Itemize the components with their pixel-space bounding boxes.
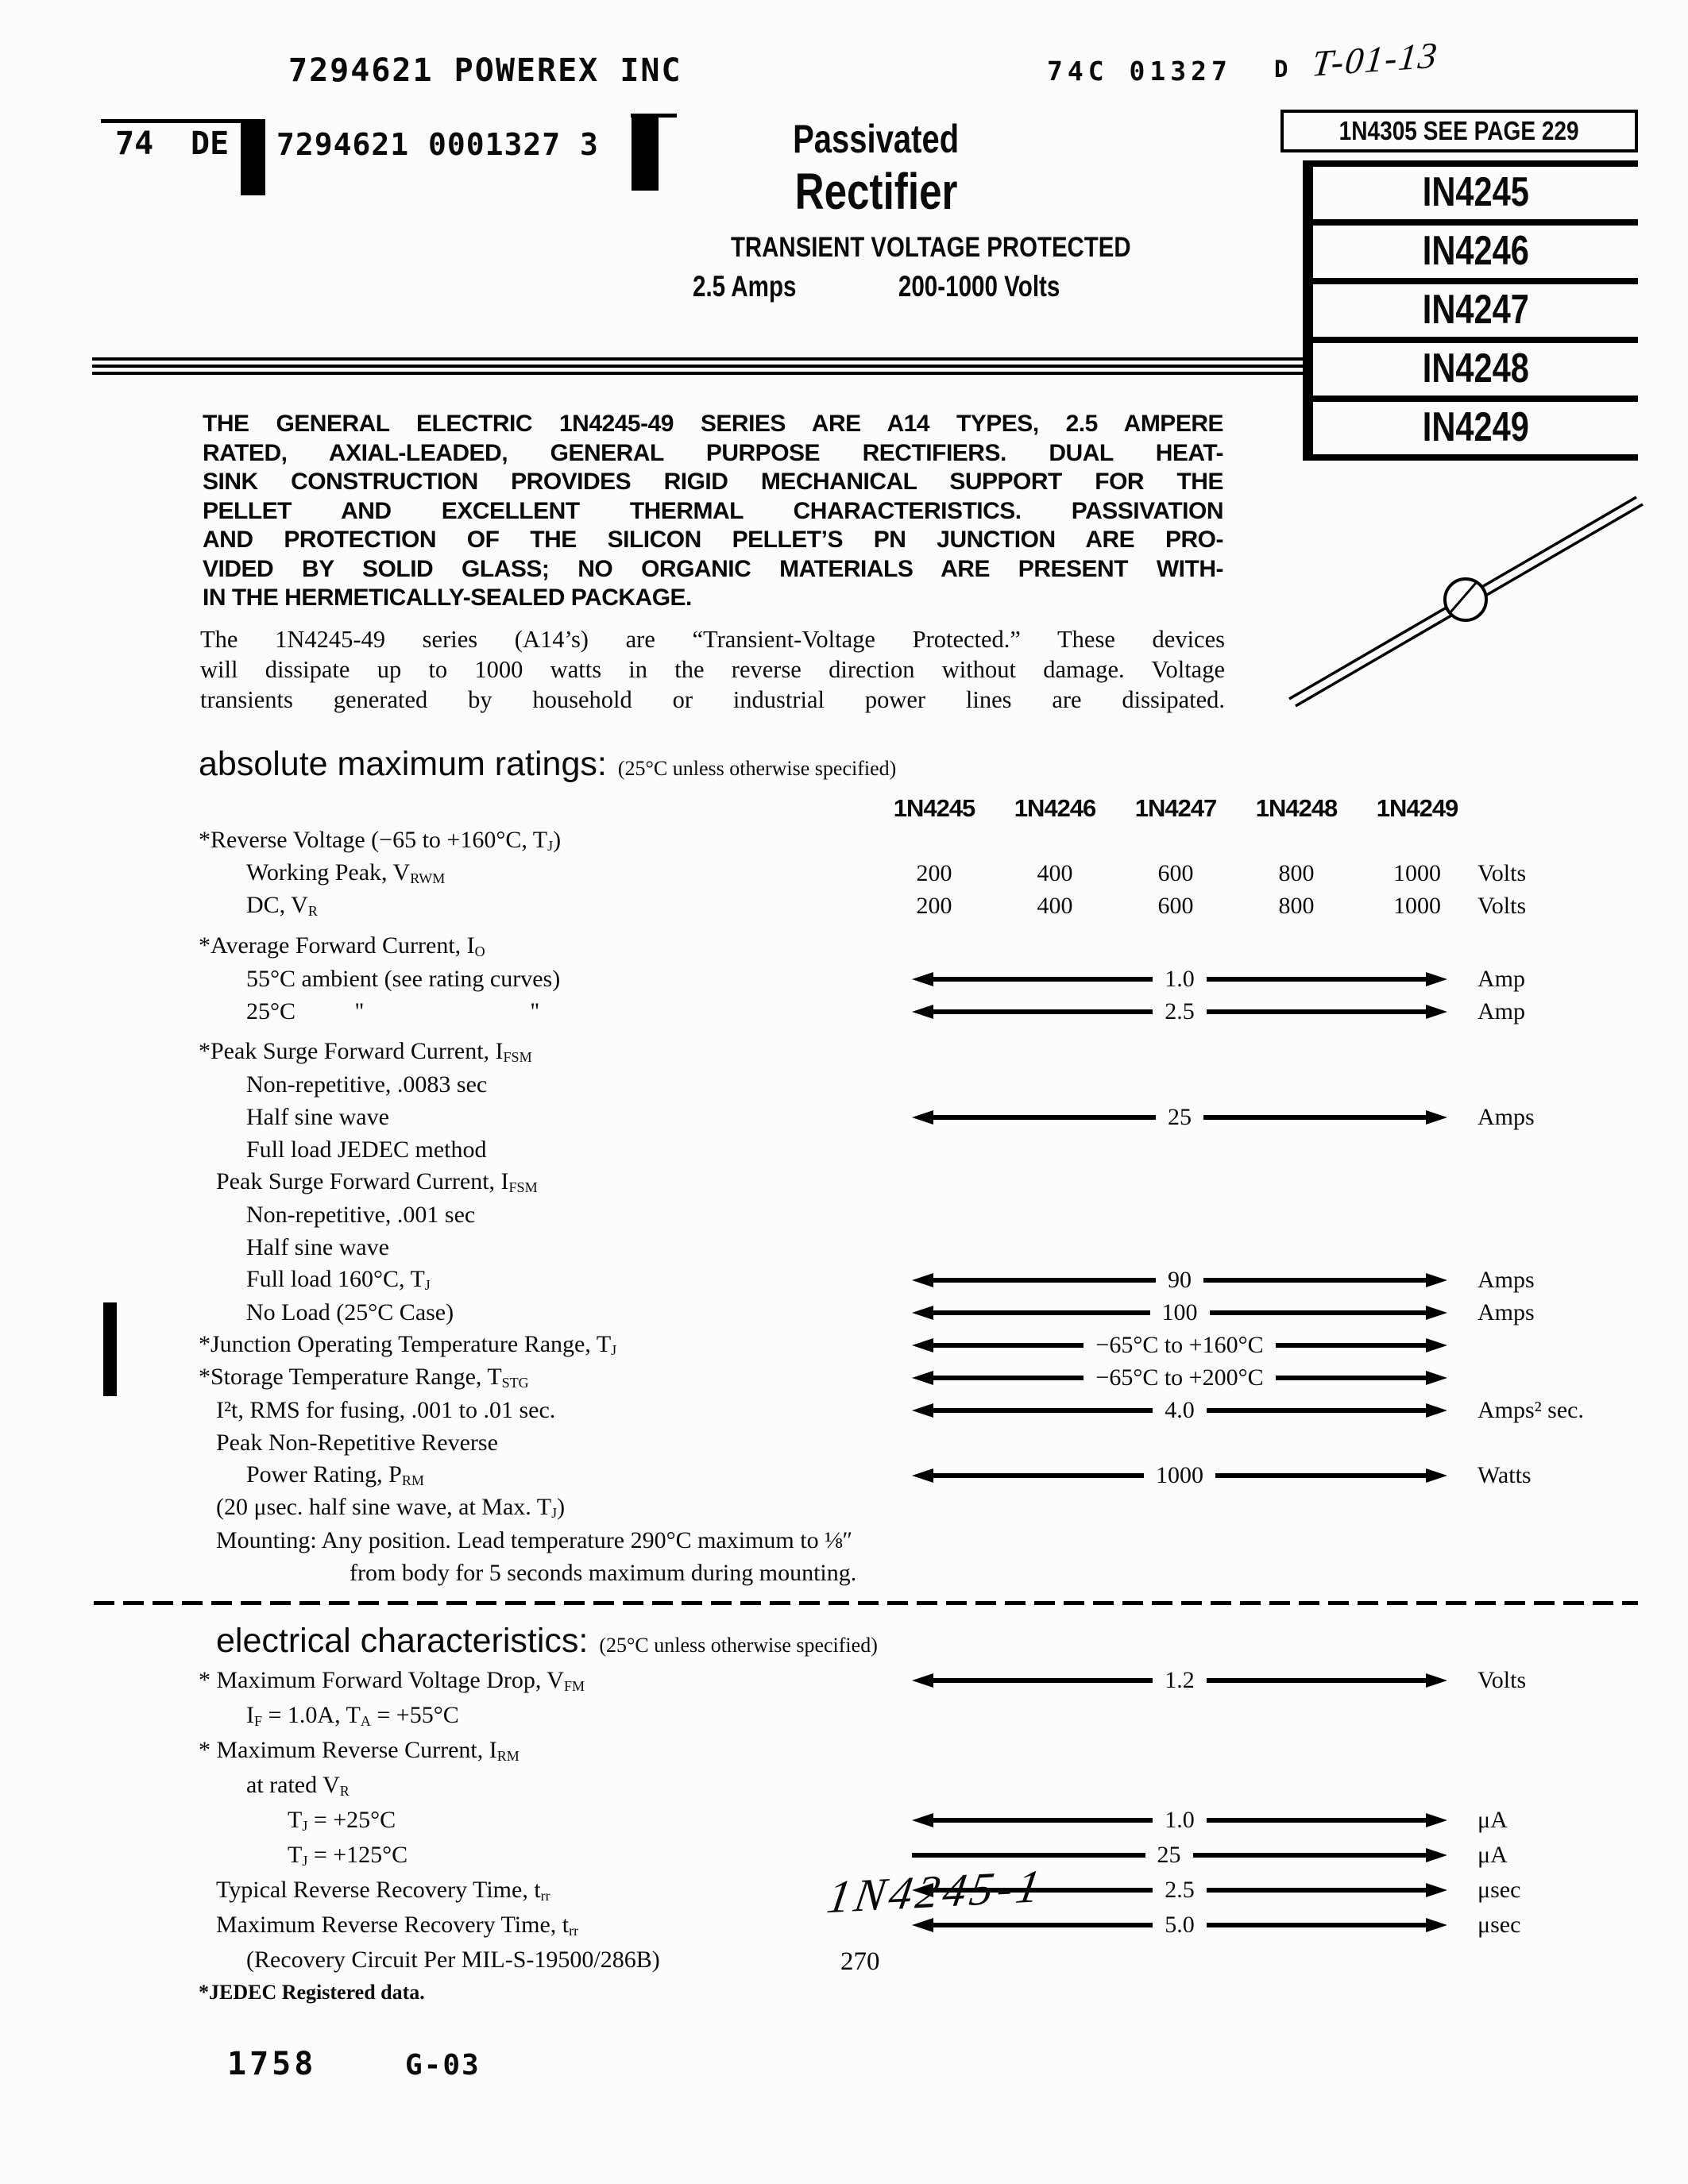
- arrow-left-head: [912, 1371, 933, 1385]
- range-value: 25: [1168, 1103, 1192, 1130]
- arrow-right-head: [1426, 1403, 1447, 1418]
- arrow-right-head: [1426, 1468, 1447, 1483]
- spec-label: Mounting: Any position. Lead temperature 290°C maximum to ⅛″: [216, 1526, 853, 1553]
- handwritten-part-number: 1N4245-1: [823, 1859, 1049, 1924]
- rating-value: 1000: [1393, 892, 1441, 919]
- handwritten-code: T-01-13: [1310, 34, 1441, 84]
- spec-value-area: [874, 1104, 1477, 1131]
- range-arrow: [912, 998, 1447, 1025]
- range-value: 1000: [1156, 1461, 1203, 1488]
- rating-value: 1000: [1393, 859, 1441, 886]
- arrow-line: [1203, 1278, 1426, 1283]
- arrow-line: [933, 1278, 1156, 1283]
- unit-label: Amp: [1477, 965, 1525, 992]
- arrow-line: [933, 1678, 1153, 1683]
- rating-value: 800: [1278, 892, 1315, 919]
- spec-row: [199, 1133, 1676, 1166]
- range-value: 1.2: [1165, 1667, 1195, 1693]
- rating-value: 600: [1157, 892, 1194, 919]
- spec-label: *Storage Temperature Range, $T_{STG}$: [199, 1364, 529, 1391]
- arrow-right-head: [1426, 1371, 1447, 1385]
- unit-label: μA: [1477, 1807, 1508, 1833]
- unit-label: μA: [1477, 1842, 1508, 1868]
- part-number: IN4248: [1422, 345, 1529, 392]
- spec-value-area: [874, 1807, 1477, 1834]
- arrow-line: [933, 1408, 1153, 1413]
- spec-row: [199, 1943, 1676, 1978]
- header-rule-2: [92, 365, 1303, 368]
- spec-label: DC, $V_R$: [246, 892, 318, 919]
- spec-label: *Junction Operating Temperature Range, $T_J$: [199, 1331, 617, 1358]
- section-divider: [94, 1601, 1638, 1605]
- ratings-heading: absolute maximum ratings:: [199, 745, 607, 783]
- rating-value: 400: [1037, 859, 1073, 886]
- spec-row: [199, 1068, 1676, 1101]
- range-arrow: [912, 1299, 1447, 1326]
- arrow-line: [1203, 1115, 1426, 1120]
- spec-value-area: [874, 893, 1477, 920]
- spec-label: Half sine wave: [246, 1103, 389, 1130]
- paragraph-line: VIDED BY SOLID GLASS; NO ORGANIC MATERIALS ARE PRESENT WITH-: [203, 555, 1223, 582]
- spec-label: (20 μsec. half sine wave, at Max. $T_J$): [216, 1494, 566, 1521]
- unit-label: Volts: [1477, 859, 1527, 886]
- range-arrow: [912, 1462, 1447, 1489]
- spec-label: $I_F = 1.0A$, $T_A = +55^\circ C$: [246, 1701, 459, 1729]
- ocr-block-mark: [241, 119, 265, 195]
- arrow-left-head: [912, 1306, 933, 1320]
- unit-label: Amps: [1477, 1298, 1535, 1325]
- column-header: 1N4248: [1255, 794, 1338, 822]
- intro-bold-paragraph: [203, 410, 1223, 613]
- spec-label: *Average Forward Current, $I_O$: [199, 932, 485, 959]
- electrical-condition: (25°C unless otherwise specified): [599, 1634, 878, 1657]
- paragraph-line: SINK CONSTRUCTION PROVIDES RIGID MECHANICAL SUPPORT FOR THE: [203, 469, 1223, 495]
- paragraph-line: AND PROTECTION OF THE SILICON PELLET’S PN JUNCTION ARE PRO-: [203, 527, 1223, 553]
- arrow-left-head: [912, 972, 933, 986]
- spec-row: [199, 930, 1676, 963]
- part-number: IN4249: [1422, 404, 1529, 450]
- arrow-left-head: [912, 1403, 933, 1418]
- spec-label: from body for 5 seconds maximum during mounting.: [350, 1559, 857, 1586]
- range-value: 25: [1157, 1842, 1181, 1868]
- print-code-1: 1758: [227, 2046, 317, 2082]
- range-value: 1.0: [1165, 1807, 1195, 1833]
- spec-value-area: [874, 1667, 1477, 1694]
- paragraph-line: transients generated by household or industrial power lines are dissipated.: [200, 686, 1225, 713]
- spec-label: Non-repetitive, .001 sec: [246, 1201, 476, 1228]
- arrow-left-head: [912, 1813, 933, 1827]
- range-arrow: [912, 1397, 1447, 1424]
- document-code: 74C 01327: [1047, 56, 1232, 87]
- title-line-3: TRANSIENT VOLTAGE PROTECTED: [730, 232, 1131, 263]
- spec-row: [199, 963, 1676, 995]
- arrow-line: [1207, 1818, 1426, 1823]
- spec-label: Typical Reverse Recovery Time, $t_{rr}$: [216, 1876, 550, 1904]
- spec-label: at rated $V_R$: [246, 1771, 350, 1799]
- rating-value: 800: [1278, 859, 1315, 886]
- part-number-stack: [1303, 160, 1638, 461]
- part-number-column-headers: [874, 793, 1477, 824]
- arrow-line: [1207, 1923, 1426, 1927]
- spec-row: [199, 1557, 1676, 1589]
- spec-row: [199, 1768, 1676, 1803]
- spec-row: [199, 1329, 1676, 1361]
- part-number-row: [1313, 167, 1638, 226]
- arrow-line: [1215, 1473, 1426, 1478]
- header-rule-3: [92, 372, 1303, 375]
- arrow-line: [933, 1923, 1153, 1927]
- arrow-line: [933, 1115, 1156, 1120]
- arrow-line: [1207, 1408, 1426, 1413]
- arrow-line: [1207, 1009, 1426, 1014]
- see-page-note: 1N4305 SEE PAGE 229: [1339, 116, 1579, 145]
- column-header: 1N4247: [1134, 794, 1217, 822]
- electrical-heading: electrical characteristics:: [216, 1622, 589, 1660]
- spec-row: [199, 1733, 1676, 1768]
- unit-label: Amps: [1477, 1103, 1535, 1130]
- paragraph-line: RATED, AXIAL-LEADED, GENERAL PURPOSE RECTIFIERS. DUAL HEAT-: [203, 439, 1223, 466]
- title-volts: 200-1000 Volts: [898, 270, 1060, 303]
- spec-label: Working Peak, $V_{RWM}$: [246, 859, 446, 886]
- spec-row: [199, 1198, 1676, 1231]
- electrical-rows: [199, 1663, 1676, 1978]
- part-number: IN4245: [1422, 169, 1529, 215]
- range-arrow: [912, 1364, 1447, 1391]
- ratings-rows: [199, 824, 1676, 1589]
- arrow-line: [1207, 1678, 1426, 1683]
- unit-label: Amps: [1477, 1266, 1535, 1293]
- spec-value-area: [874, 1267, 1477, 1294]
- arrow-right-head: [1426, 1813, 1447, 1827]
- spec-label: $T_J = +25^\circ C$: [288, 1806, 396, 1834]
- ocr-code-line2: 7294621 0001327 3: [276, 127, 599, 162]
- spec-row: [199, 1803, 1676, 1838]
- arrow-right-head: [1426, 1306, 1447, 1320]
- header-rule-1: [92, 357, 1303, 361]
- range-arrow: [912, 1104, 1447, 1131]
- rating-value: 200: [916, 859, 952, 886]
- arrow-left-head: [912, 1110, 933, 1125]
- ocr-code-line1: 7294621 POWEREX INC: [288, 52, 682, 89]
- range-arrow: [912, 966, 1447, 993]
- rating-value: 600: [1157, 859, 1194, 886]
- arrow-line: [933, 1009, 1153, 1014]
- part-number-row: [1313, 343, 1638, 402]
- arrow-line: [933, 977, 1153, 982]
- arrow-left-head: [912, 1468, 933, 1483]
- paragraph-line: will dissipate up to 1000 watts in the reverse direction without damage. Voltage: [200, 656, 1225, 683]
- title-line-1: Passivated: [793, 117, 960, 161]
- jedec-footnote: *JEDEC Registered data.: [199, 1981, 425, 2004]
- range-value: 5.0: [1165, 1912, 1195, 1938]
- unit-label: μsec: [1477, 1877, 1521, 1903]
- ocr-code-de: DE: [191, 125, 230, 162]
- title-block: [693, 116, 1131, 303]
- page-number: 270: [840, 1947, 880, 1976]
- spec-label: $T_J = +125^\circ C$: [288, 1841, 408, 1869]
- title-amps: 2.5 Amps: [693, 270, 797, 303]
- arrow-line: [1210, 1310, 1427, 1315]
- arrow-left-head: [912, 1005, 933, 1019]
- unit-label: Amp: [1477, 997, 1525, 1024]
- spec-label: 55°C ambient (see rating curves): [246, 965, 561, 992]
- range-value: −65°C to +200°C: [1095, 1364, 1264, 1391]
- range-arrow: [912, 1667, 1447, 1694]
- spec-label: Maximum Reverse Recovery Time, $t_{rr}$: [216, 1911, 579, 1939]
- range-value: 90: [1168, 1266, 1192, 1293]
- spec-row: [199, 1394, 1676, 1426]
- part-number-row: [1313, 284, 1638, 343]
- spec-label: 25°C '' '': [246, 997, 539, 1024]
- unit-label: Volts: [1477, 892, 1527, 919]
- paragraph-line: PELLET AND EXCELLENT THERMAL CHARACTERISTICS. PASSIVATION: [203, 497, 1223, 524]
- spec-label: Non-repetitive, .0083 sec: [246, 1071, 488, 1098]
- range-value: −65°C to +160°C: [1095, 1331, 1264, 1358]
- arrow-right-head: [1426, 1918, 1447, 1932]
- ratings-heading-row: [199, 745, 1676, 785]
- arrow-left-head: [912, 1918, 933, 1932]
- arrow-left-head: [912, 1273, 933, 1287]
- spec-label: I²t, RMS for fusing, .001 to .01 sec.: [216, 1396, 556, 1423]
- arrow-line: [933, 1376, 1083, 1380]
- spec-row: [199, 889, 1676, 922]
- arrow-line: [933, 1310, 1150, 1315]
- spec-value-area: [874, 860, 1477, 887]
- unit-label: μsec: [1477, 1912, 1521, 1938]
- arrow-right-head: [1426, 1883, 1447, 1897]
- spec-label: * Maximum Forward Voltage Drop, $V_{FM}$: [199, 1666, 585, 1694]
- spec-label: Peak Surge Forward Current, $I_{FSM}$: [216, 1168, 538, 1195]
- spec-value-area: [874, 1462, 1477, 1489]
- diode-body: [1445, 579, 1486, 620]
- see-page-note-box: [1280, 110, 1638, 152]
- title-line-2: Rectifier: [794, 163, 958, 220]
- ocr-overline: [101, 119, 241, 123]
- arrow-right-head: [1426, 972, 1447, 986]
- spec-label: Full load 160°C, $T_J$: [246, 1266, 431, 1293]
- spec-label: Half sine wave: [246, 1233, 389, 1260]
- spec-label: * Maximum Reverse Current, $I_{RM}$: [199, 1736, 520, 1764]
- unit-label: Watts: [1477, 1461, 1532, 1488]
- electrical-characteristics-section: [199, 1622, 1676, 2005]
- paragraph-line: THE GENERAL ELECTRIC 1N4245-49 SERIES ARE A14 TYPES, 2.5 AMPERE: [203, 411, 1223, 437]
- spec-value-area: [874, 1397, 1477, 1424]
- arrow-line: [1193, 1853, 1427, 1858]
- arrow-right-head: [1426, 1338, 1447, 1352]
- spec-value-area: [874, 1332, 1477, 1359]
- arrow-right-head: [1426, 1673, 1447, 1688]
- arrow-left-head: [912, 1673, 933, 1688]
- range-value: 1.0: [1165, 965, 1195, 992]
- arrow-right-head: [1426, 1005, 1447, 1019]
- range-arrow: [912, 1332, 1447, 1359]
- spec-row: [199, 1231, 1676, 1264]
- column-header: 1N4249: [1376, 794, 1458, 822]
- electrical-heading-row: [216, 1622, 1676, 1663]
- spec-row: [199, 1459, 1676, 1491]
- intro-body-paragraph: [200, 624, 1225, 715]
- range-value: 4.0: [1165, 1396, 1195, 1423]
- spec-value-area: [874, 998, 1477, 1025]
- spec-row: [199, 1101, 1676, 1133]
- spec-label: Power Rating, $P_{RM}$: [246, 1461, 424, 1488]
- arrow-line: [933, 1473, 1144, 1478]
- title-ratings-line: [693, 270, 1060, 303]
- arrow-line: [933, 1818, 1153, 1823]
- print-code-2: G-03: [405, 2049, 481, 2082]
- spec-label: *Reverse Voltage (−65 to +160°C, $T_J$): [199, 827, 562, 854]
- spec-row: [199, 1524, 1676, 1557]
- arrow-line: [1276, 1343, 1426, 1348]
- spec-row: [199, 1698, 1676, 1733]
- spec-row: [199, 1663, 1676, 1698]
- spec-row: [199, 1361, 1676, 1394]
- spec-row: [199, 1491, 1676, 1524]
- margin-change-bar: [103, 1302, 117, 1396]
- part-number: IN4246: [1422, 228, 1529, 274]
- arrow-line: [1207, 1888, 1426, 1893]
- paragraph-line: The 1N4245-49 series (A14’s) are “Transient-Voltage Protected.” These devices: [200, 626, 1225, 653]
- spec-row: [199, 1296, 1676, 1329]
- column-header: 1N4245: [893, 794, 975, 822]
- paragraph-line: IN THE HERMETICALLY-SEALED PACKAGE.: [203, 585, 692, 611]
- arrow-line: [1207, 977, 1426, 982]
- arrow-right-head: [1426, 1848, 1447, 1862]
- spec-row: [199, 857, 1676, 889]
- spec-label: No Load (25°C Case): [246, 1298, 454, 1325]
- spec-value-area: [874, 1364, 1477, 1391]
- spec-value-area: [874, 966, 1477, 993]
- spec-value-area: [874, 1299, 1477, 1326]
- revision-letter: D: [1274, 56, 1288, 83]
- diode-illustration: [1277, 473, 1659, 712]
- rating-values: [874, 893, 1477, 920]
- arrow-left-head: [912, 1338, 933, 1352]
- ocr-block-mark-2: [632, 118, 659, 191]
- range-arrow: [912, 1267, 1447, 1294]
- spec-label: Peak Non-Repetitive Reverse: [216, 1429, 498, 1456]
- arrow-right-head: [1426, 1273, 1447, 1287]
- range-value: 2.5: [1165, 997, 1195, 1024]
- arrow-line: [1276, 1376, 1426, 1380]
- range-value: 2.5: [1165, 1877, 1195, 1903]
- range-value: 100: [1161, 1298, 1198, 1325]
- part-number: IN4247: [1422, 287, 1529, 333]
- part-number-row: [1313, 226, 1638, 284]
- rating-value: 200: [916, 892, 952, 919]
- spec-row: [199, 1166, 1676, 1198]
- spec-label: *Peak Surge Forward Current, $I_{FSM}$: [199, 1038, 532, 1065]
- unit-label: Volts: [1477, 1667, 1527, 1693]
- range-arrow: [912, 1912, 1447, 1939]
- ocr-code-prefix: 74: [115, 125, 154, 162]
- arrow-right-head: [1426, 1110, 1447, 1125]
- absolute-maximum-ratings-section: [199, 745, 1676, 1589]
- spec-row: [199, 1426, 1676, 1459]
- spec-row: [199, 1036, 1676, 1068]
- unit-label: Amps² sec.: [1477, 1396, 1584, 1423]
- column-header: 1N4246: [1014, 794, 1096, 822]
- spec-label: Full load JEDEC method: [246, 1136, 487, 1163]
- ratings-condition: (25°C unless otherwise specified): [617, 757, 897, 780]
- spec-row: [199, 1264, 1676, 1296]
- part-number-row: [1313, 402, 1638, 454]
- spec-row: [199, 995, 1676, 1028]
- arrow-line: [912, 1853, 1145, 1858]
- rating-value: 400: [1037, 892, 1073, 919]
- spec-row: [199, 824, 1676, 857]
- rating-values: [874, 860, 1477, 887]
- arrow-line: [933, 1343, 1083, 1348]
- spec-label: (Recovery Circuit Per MIL-S-19500/286B): [246, 1947, 660, 1973]
- range-arrow: [912, 1807, 1447, 1834]
